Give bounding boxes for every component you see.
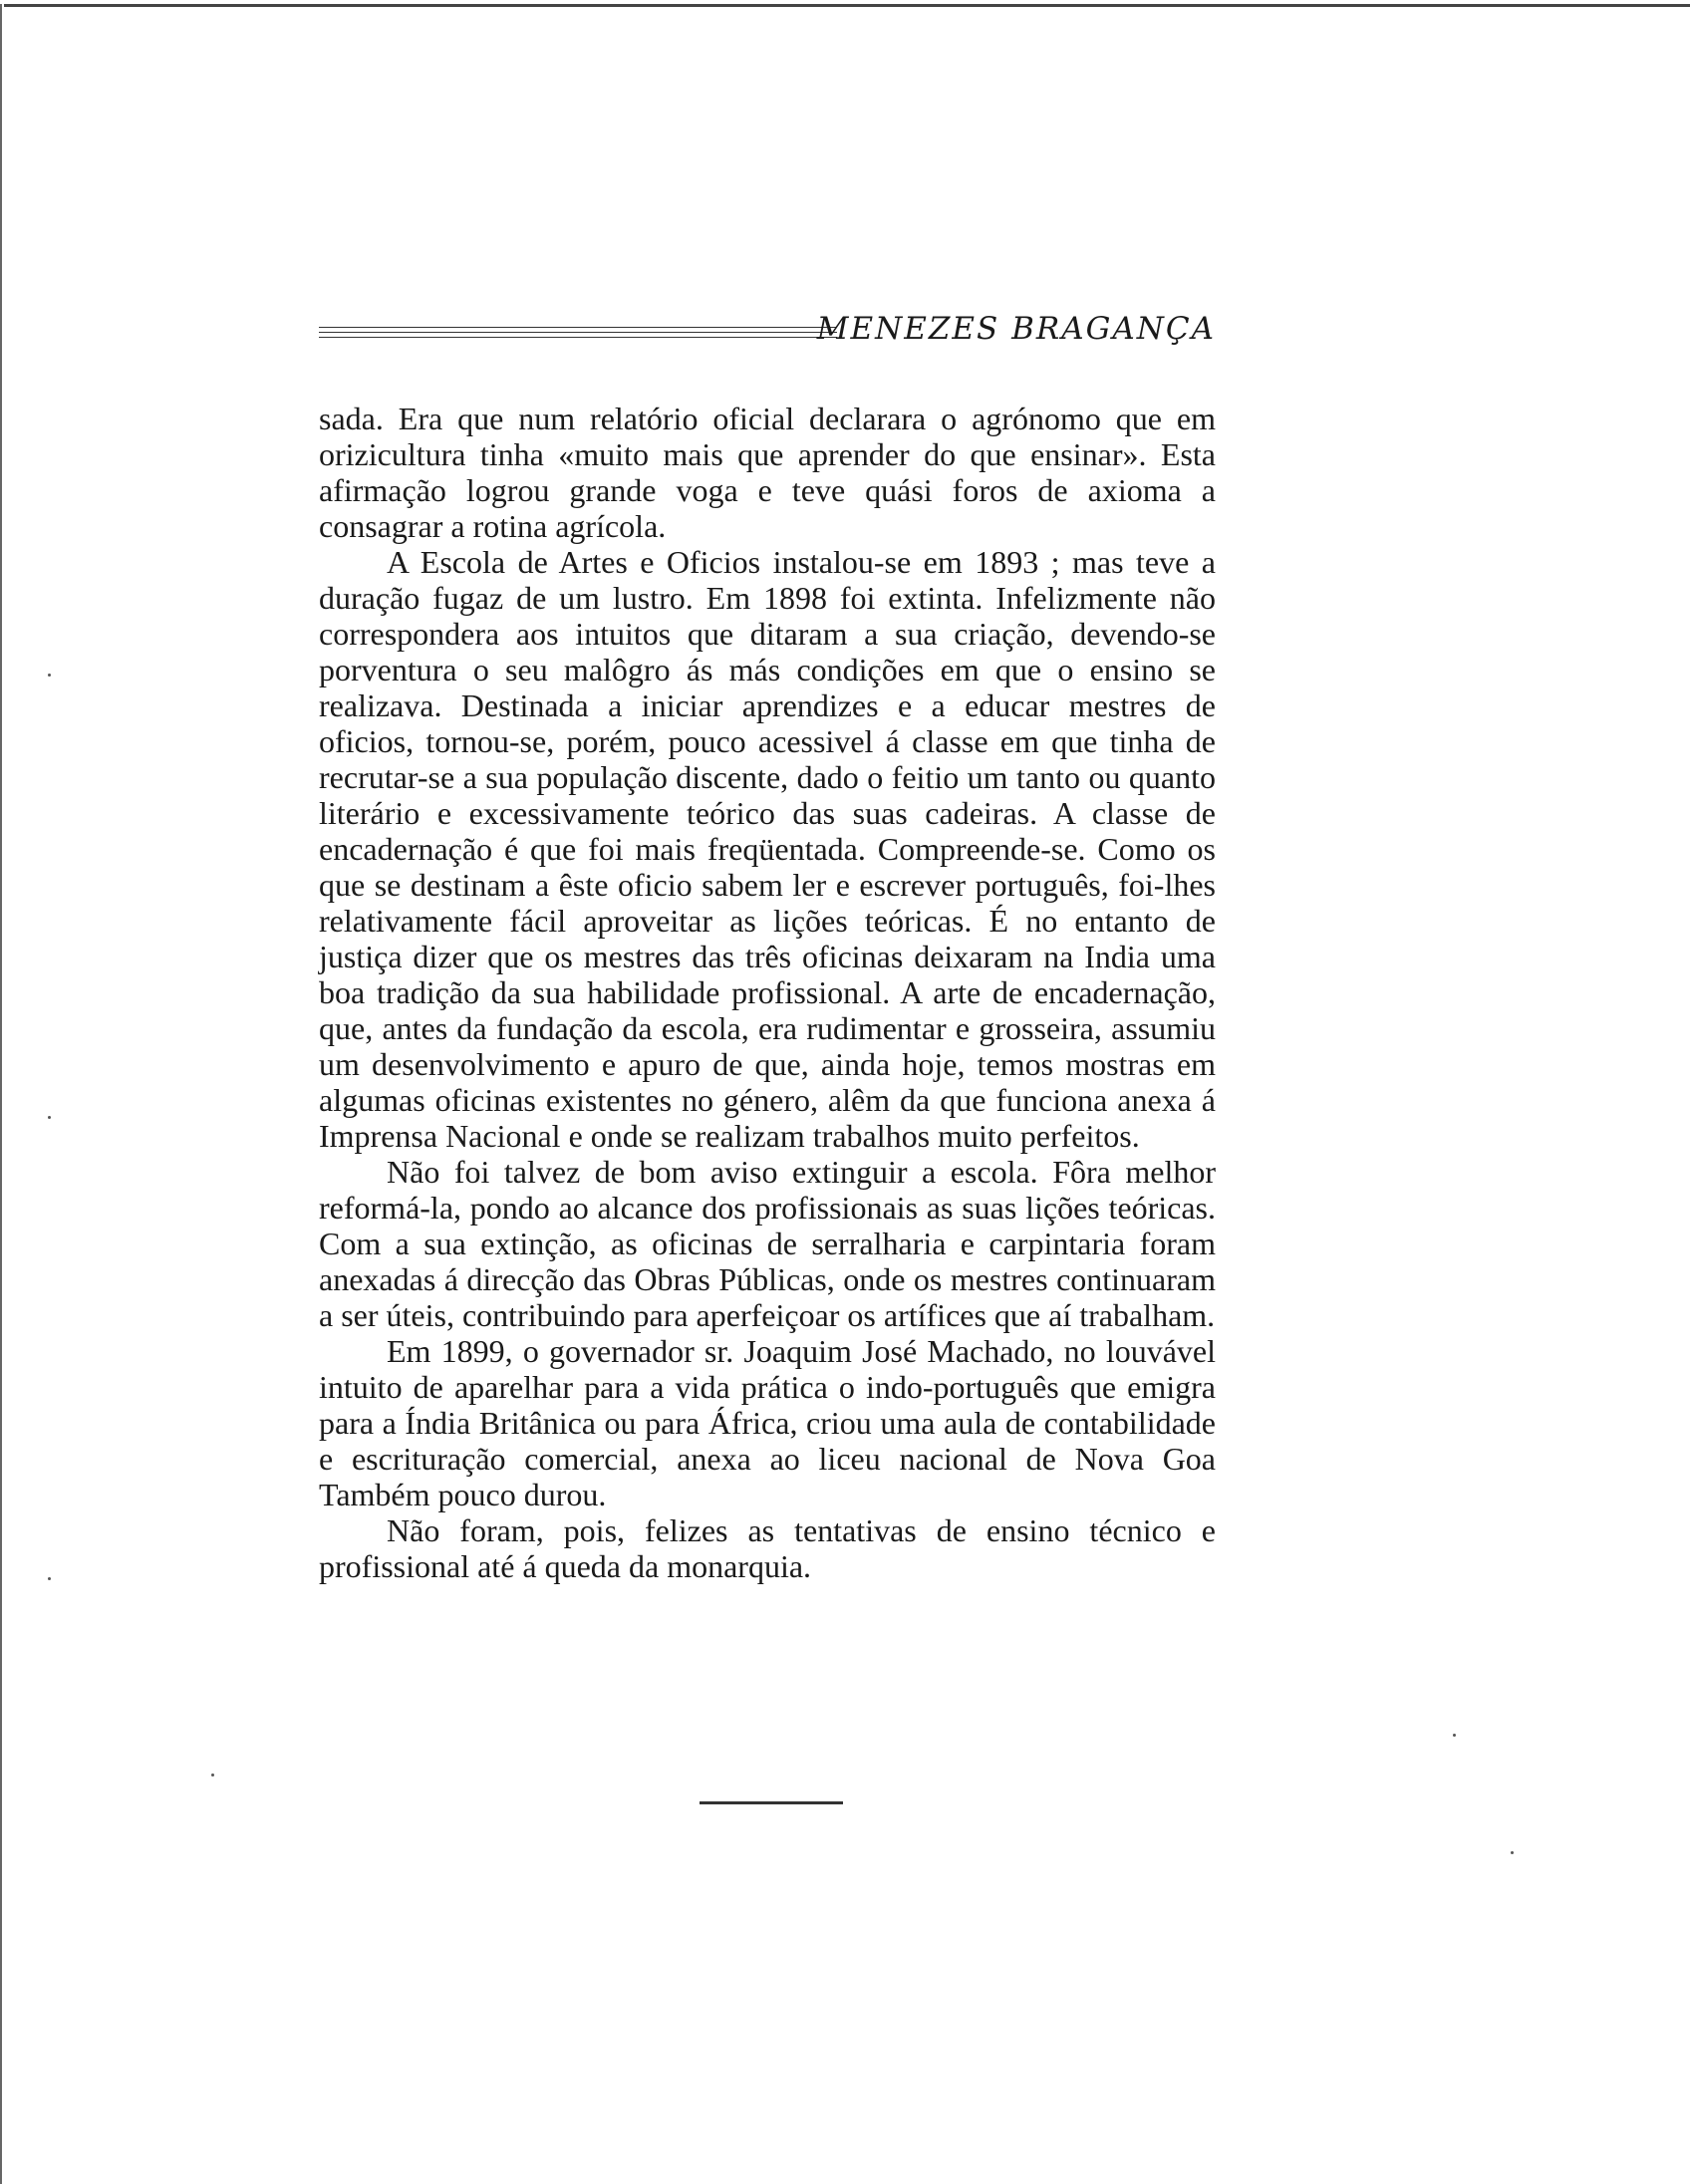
paragraph: Em 1899, o governador sr. Joaquim José Machado, no louvável intuito de aparelhar para a vida prática o indo-português que emigra para a Índia Britânica ou para África, criou uma aula de contabilidade e escrituração comercial, anexa ao liceu nacional de Nova Goa Também pouco durou. — [319, 1333, 1216, 1512]
header-rule — [319, 332, 837, 333]
scan-speck — [1511, 1851, 1514, 1854]
scan-speck — [1453, 1734, 1456, 1737]
running-title: MENEZES BRAGANÇA — [816, 311, 1216, 347]
scan-speck — [48, 1116, 51, 1119]
section-end-rule — [700, 1801, 843, 1804]
scan-frame-left-edge — [0, 4, 2, 2184]
header-rule — [319, 327, 837, 328]
header-rule — [319, 337, 837, 338]
scan-speck — [48, 674, 51, 677]
paragraph: Não foram, pois, felizes as tentativas de ensino técnico e profissional até á queda da monarquia. — [319, 1512, 1216, 1584]
paragraph: sada. Era que num relatório oficial declarara o agrónomo que em orizicultura tinha «muito mais que aprender do que ensinar». Esta afirmação logrou grande voga e teve quási foros de axioma a consagrar a rotina agrícola. — [319, 401, 1216, 544]
running-head — [319, 311, 1216, 355]
paragraph: A Escola de Artes e Oficios instalou-se em 1893 ; mas teve a duração fugaz de um lustro. Em 1898 foi extinta. Infelizmente não correspondera aos intuitos que ditaram a sua criação, devendo-se porventura o seu malôgro ás más condições em que o ensino se realizava. Destinada a iniciar aprendizes e a educar mestres de oficios, tornou-se, porém, pouco acessivel á classe em que tinha de recrutar-se a sua população discente, dado o feitio um tanto ou quanto literário e excessivamente teórico das suas cadeiras. A classe de encadernação é que foi mais freqüentada. Compreende-se. Como os que se destinam a êste oficio sabem ler e escrever português, foi-lhes relativamente fácil aproveitar as lições teóricas. É no entanto de justiça dizer que os mestres das três oficinas deixaram na India uma boa tradição da sua habilidade profissional. A arte de encadernação, que, antes da fundação da escola, era rudimentar e grosseira, assumiu um desenvolvimento e apuro de que, ainda hoje, temos mostras em algumas oficinas existentes no género, alêm da que funciona anexa á Imprensa Nacional e onde se realizam trabalhos muito perfeitos. — [319, 544, 1216, 1154]
paragraph: Não foi talvez de bom aviso extinguir a escola. Fôra melhor reformá-la, pondo ao alcance dos profissionais as suas lições teóricas. Com a sua extinção, as oficinas de serralharia e carpintaria foram anexadas á direcção das Obras Públicas, onde os mestres continuaram a ser úteis, contribuindo para aperfeiçoar os artífices que aí trabalham. — [319, 1154, 1216, 1333]
body-text — [319, 401, 1216, 1584]
scan-speck — [211, 1774, 214, 1776]
scan-speck — [48, 1577, 51, 1580]
scan-frame-top-edge — [4, 4, 1690, 7]
